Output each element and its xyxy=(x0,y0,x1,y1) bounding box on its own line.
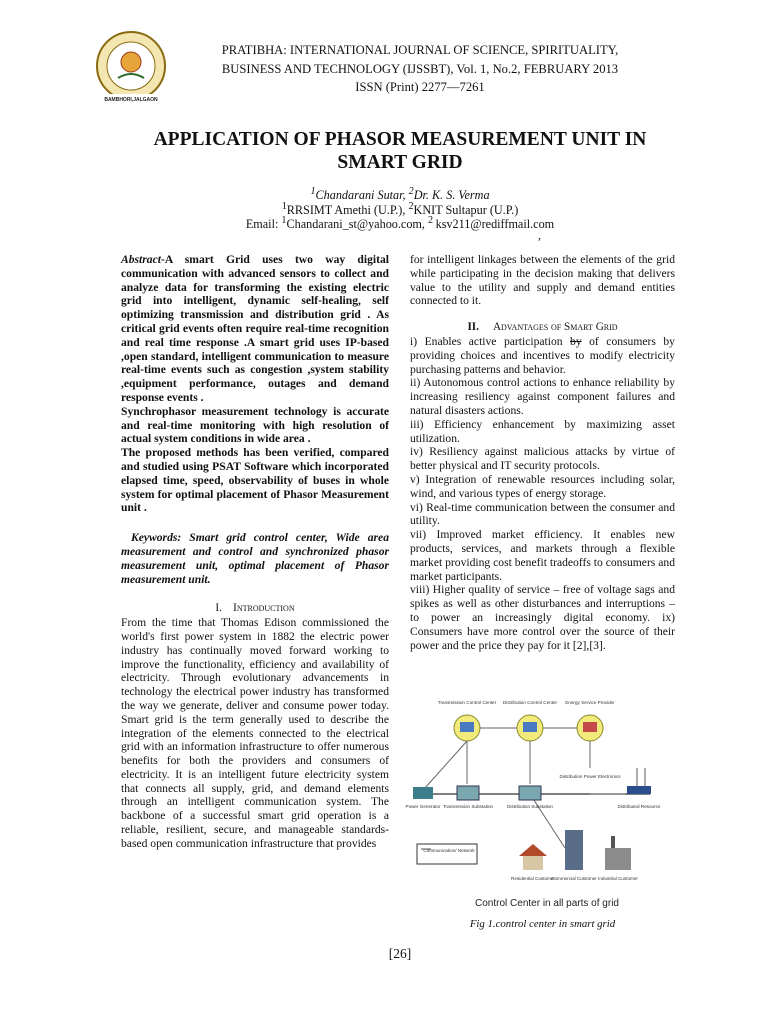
abstract-p2: Synchrophasor measurement technology is accurate and real-time monitoring with high resolution of actual system conditions in wide area . xyxy=(121,404,389,446)
dist-sub-icon xyxy=(519,786,541,800)
paper-title-line1: APPLICATION OF PHASOR MEASUREMENT UNIT IN xyxy=(153,129,647,150)
advantage-i-a: i) Enables active participation xyxy=(410,334,571,348)
advantage-v: v) Integration of renewable resources including solar, wind, and various types of energy storage. xyxy=(410,472,675,500)
distribution-cc-icon xyxy=(517,715,543,741)
label-industrial: Industrial Customer xyxy=(598,876,638,881)
aff2: KNIT Sultapur (U.P.) xyxy=(413,203,519,218)
author-sup2: 2 xyxy=(408,186,414,197)
figure-control-center xyxy=(405,698,675,928)
intro-text: From the time that Thomas Edison commissioned the world's first power system in 1882 the electric power industry has continually moved forward working to improve the functionality, efficiency and availability of electricity. Through evolutionary advancements in technology the electrical power industry has transformed the way we generate, deliver and consume power today. Smart grid is the term generally used to describe the integration of the elements connected to the electrical grid with an information infrastructure to offer numerous benefits for both the providers and consumers of electricity. It is an intelligent future electricity system that connects all supply, grid, and demand elements through an intelligent communication system. The backbone of a successful smart grid operation is a reliable, resilient, secure, and manageable standards-based open communication infrastructure that provides xyxy=(121,616,389,850)
keywords: Keywords: Smart grid control center, Wide area measurement and control and synchronized phasor measurement unit, optimal placement of Phasor measurement unit. xyxy=(121,531,389,586)
sec2-heading xyxy=(410,321,675,335)
page-number: [26] xyxy=(388,946,412,961)
advantage-i xyxy=(410,335,675,376)
intro-heading xyxy=(121,602,389,616)
figure-caption: Fig 1.control center in smart grid xyxy=(469,918,616,930)
advantage-vii: vii) Improved market efficiency. It enables new products, services, and markets through a flexible market providing cost benefit tradeoffs to consumers and market participants. xyxy=(410,528,675,583)
figure-title: Control Center in all parts of grid xyxy=(475,898,619,909)
email1-link[interactable]: Chandarani_st@yahoo.com, xyxy=(286,217,428,232)
abstract-paragraph xyxy=(121,253,389,405)
label-distribution-cc: Distribution Control Center xyxy=(502,700,558,705)
author-emails xyxy=(150,213,650,232)
right-column xyxy=(410,253,675,652)
author-sup1: 1 xyxy=(310,186,316,197)
logo-caption: BAMBHORI,JALGAON xyxy=(104,97,158,103)
comm-network-legend xyxy=(417,844,477,864)
advantage-vi: vi) Real-time communication between the consumer and utility. xyxy=(410,500,675,528)
journal-header-line3: ISSN (Print) 2277—7261 xyxy=(355,80,485,94)
advantage-ii: ii) Autonomous control actions to enhance reliability by increasing resiliency against component failures and natural disasters actions. xyxy=(410,376,675,417)
journal-header-line1: PRATIBHA: INTERNATIONAL JOURNAL OF SCIENCE, SPIRITUALITY, xyxy=(221,43,619,57)
advantage-iii: iii) Efficiency enhancement by maximizing asset utilization. xyxy=(410,417,675,445)
label-trans-sub: Transmission Substation xyxy=(442,804,494,809)
residential-icon xyxy=(519,844,547,870)
transmission-cc-icon xyxy=(454,715,480,741)
label-dist-power-elec: Distribution Power Electronics xyxy=(559,774,621,779)
label-power-generator: Power Generator xyxy=(405,804,441,809)
aff-sup1: 1 xyxy=(281,201,287,212)
email-sup1: 1 xyxy=(281,215,287,226)
trans-sub-icon xyxy=(457,786,479,800)
left-column xyxy=(121,253,389,851)
advantage-iv: iv) Resiliency against malicious attacks by virtue of better physical and IT security protocols. xyxy=(410,445,675,473)
intro-heading-text: Introduction xyxy=(233,602,295,615)
label-dist-sub: Distribution Substation xyxy=(507,804,553,809)
advantage-i-b: of consumers by providing choices and incentives to modify electricity purchasing patterns and behavior. xyxy=(410,334,675,376)
advantage-i-strike: by xyxy=(570,334,582,348)
smart-grid-diagram xyxy=(405,698,675,928)
aff-sup2: 2 xyxy=(408,201,414,212)
advantage-viii: viii) Higher quality of service – free of voltage sags and spikes as well as other disturbances and interruptions – to power an increasingly digital economy. ix) Consumers have more control over the source of their power and the price they pay for it [2],[3]. xyxy=(410,583,675,652)
intro-continuation: for intelligent linkages between the elements of the grid while participating in the decision making that delivers value to the utility and supply and demand entities connected to it. xyxy=(410,253,675,308)
aff1: RRSIMT Amethi (U.P.), xyxy=(286,203,409,218)
journal-header-line2: BUSINESS AND TECHNOLOGY (IJSSBT), Vol. 1, No.2, FEBRUARY 2013 xyxy=(221,62,619,76)
abstract-text: -A smart Grid uses two way digital communication with advanced sensors to collect and analyze data for transforming the existing electric grid into intelligent, dynamic self-healing, self optimizing transmission and distribution grid . As critical grid events often require real-time recognition and real time response .A smart grid uses IP-based ,open standard, intelligent communication to measure real-time events such as congestion ,system stability ,equipment performance, outages and demand response events . xyxy=(121,253,389,404)
label-dist-resource: Distributed Resource xyxy=(617,804,661,809)
energy-provider-icon xyxy=(577,715,603,741)
email-sup2: 2 xyxy=(428,215,436,226)
stray-comma: , xyxy=(538,228,541,242)
label-comm-net: Communication/ Network xyxy=(423,848,475,853)
intro-heading-num: I. xyxy=(215,602,222,615)
email2-link[interactable]: ksv211@rediffmail.com xyxy=(435,217,555,232)
abstract-label: Abstract xyxy=(121,253,161,266)
power-generator-icon xyxy=(413,787,433,799)
author-name2: Dr. K. S. Verma xyxy=(413,188,490,203)
sec2-num: II. xyxy=(467,321,479,334)
sec2-text: Advantages of Smart Grid xyxy=(492,321,618,334)
label-transmission-cc: Transmission Control Center xyxy=(437,700,497,705)
commercial-icon xyxy=(565,830,583,870)
label-commercial: Commercial Customer xyxy=(551,876,597,881)
email-prefix: Email: xyxy=(245,217,282,232)
paper-title-line2: SMART GRID xyxy=(337,152,463,173)
industrial-icon xyxy=(605,836,631,870)
label-residential: Residential Customer xyxy=(511,876,555,881)
dist-resource-icon xyxy=(627,768,651,794)
label-energy-provider: Energy Service Provider xyxy=(565,700,615,705)
abstract-p3: The proposed methods has been verified, compared and studied using PSAT Software which incorporated elapsed time, speed, observability of buses in whole system for optimal placement of Phasor Measurement unit . xyxy=(121,446,389,515)
author-name1: Chandarani Sutar, xyxy=(315,188,409,203)
